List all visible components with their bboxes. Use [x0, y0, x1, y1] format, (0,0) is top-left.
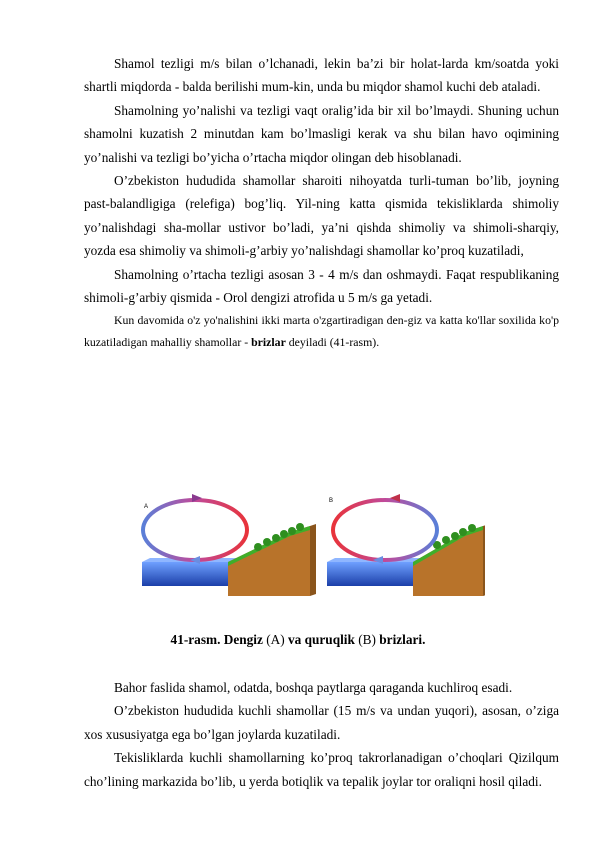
breeze-diagram — [140, 490, 485, 600]
panel-b — [327, 494, 485, 596]
panel-a — [142, 494, 316, 596]
panel-a-label: A — [144, 504, 149, 510]
paragraph: Shamol tezligi m/s bilan o’lchanadi, lekin ba’zi bir holat-larda km/soatda yoki shartli miqdorda - balda berilishi mum-kin, unda bu miqdor shamol kuchi deb ataladi. — [84, 56, 559, 95]
paragraph: Bahor faslida shamol, odatda, boshqa paytlarga qaraganda kuchliroq esadi. — [114, 680, 513, 695]
text-block-top — [84, 52, 559, 353]
caption-text: brizlari. — [375, 632, 426, 647]
paragraph: O’zbekiston hududida shamollar sharoiti nihoyatda turli-tuman bo’lib, joyning past-balandligiga (relefiga) bog’liq. Yil-ning katta qismida tekisliklarda shimoliy yo’nalishdagi sha-mollar ustivor bo’ladi, ya’ni qishda shimoliy va shimoli-sharqiy, yozda esa shimoliy va shimoli-g’arbiy yo’nalishdagi shamollar ko’proq kuzatiladi, — [84, 173, 559, 259]
paragraph: Tekisliklarda kuchli shamollarning ko’proq takrorlanadigan o’choqlari Qizilqum cho’lining markazida bo’lib, u yerda botiqlik va tepalik joylar tor oraliqni hosil qiladi. — [84, 750, 559, 789]
paragraph-brizlar — [84, 309, 559, 353]
caption-text: 41-rasm. Dengiz — [170, 632, 267, 647]
caption-b: (B) — [358, 632, 376, 647]
figure-caption — [0, 632, 596, 648]
panel-b-label: B — [329, 498, 334, 504]
paragraph: O’zbekiston hududida kuchli shamollar (15 m/s va undan yuqori), asosan, o’ziga xos xususiyatga ega bo’lgan joylarda kuzatiladi. — [84, 703, 559, 742]
caption-text: va quruqlik — [284, 632, 359, 647]
brizlar-text-after: deyiladi (41-rasm). — [285, 335, 380, 350]
text-block-bottom — [84, 676, 559, 793]
brizlar-text-before: Kun davomida o'z yo'nalishini ikki marta o'zgartiradigan den-giz va katta ko'llar soxilida ko'p kuzatiladigan mahalliy shamollar - — [84, 313, 559, 350]
paragraph: Shamolning yo’nalishi va tezligi vaqt oralig’ida bir xil bo’lmaydi. Shuning uchun shamolni kuzatish 2 minutdan kam bo’lmasligi kerak va shu bilan havo oqimining yo’nalishi va tezligi bo’yicha o’rtacha miqdor olingan deb hisoblanadi. — [84, 102, 559, 165]
brizlar-term: brizlar — [251, 335, 286, 350]
caption-a: (A) — [266, 632, 285, 647]
breeze-figure — [140, 490, 485, 600]
paragraph: Shamolning o’rtacha tezligi asosan 3 - 4 m/s dan oshmaydi. Faqat respublikaning shimoli-g’arbiy qismida - Orol dengizi atrofida u 5 m/s ga yetadi. — [84, 266, 559, 306]
